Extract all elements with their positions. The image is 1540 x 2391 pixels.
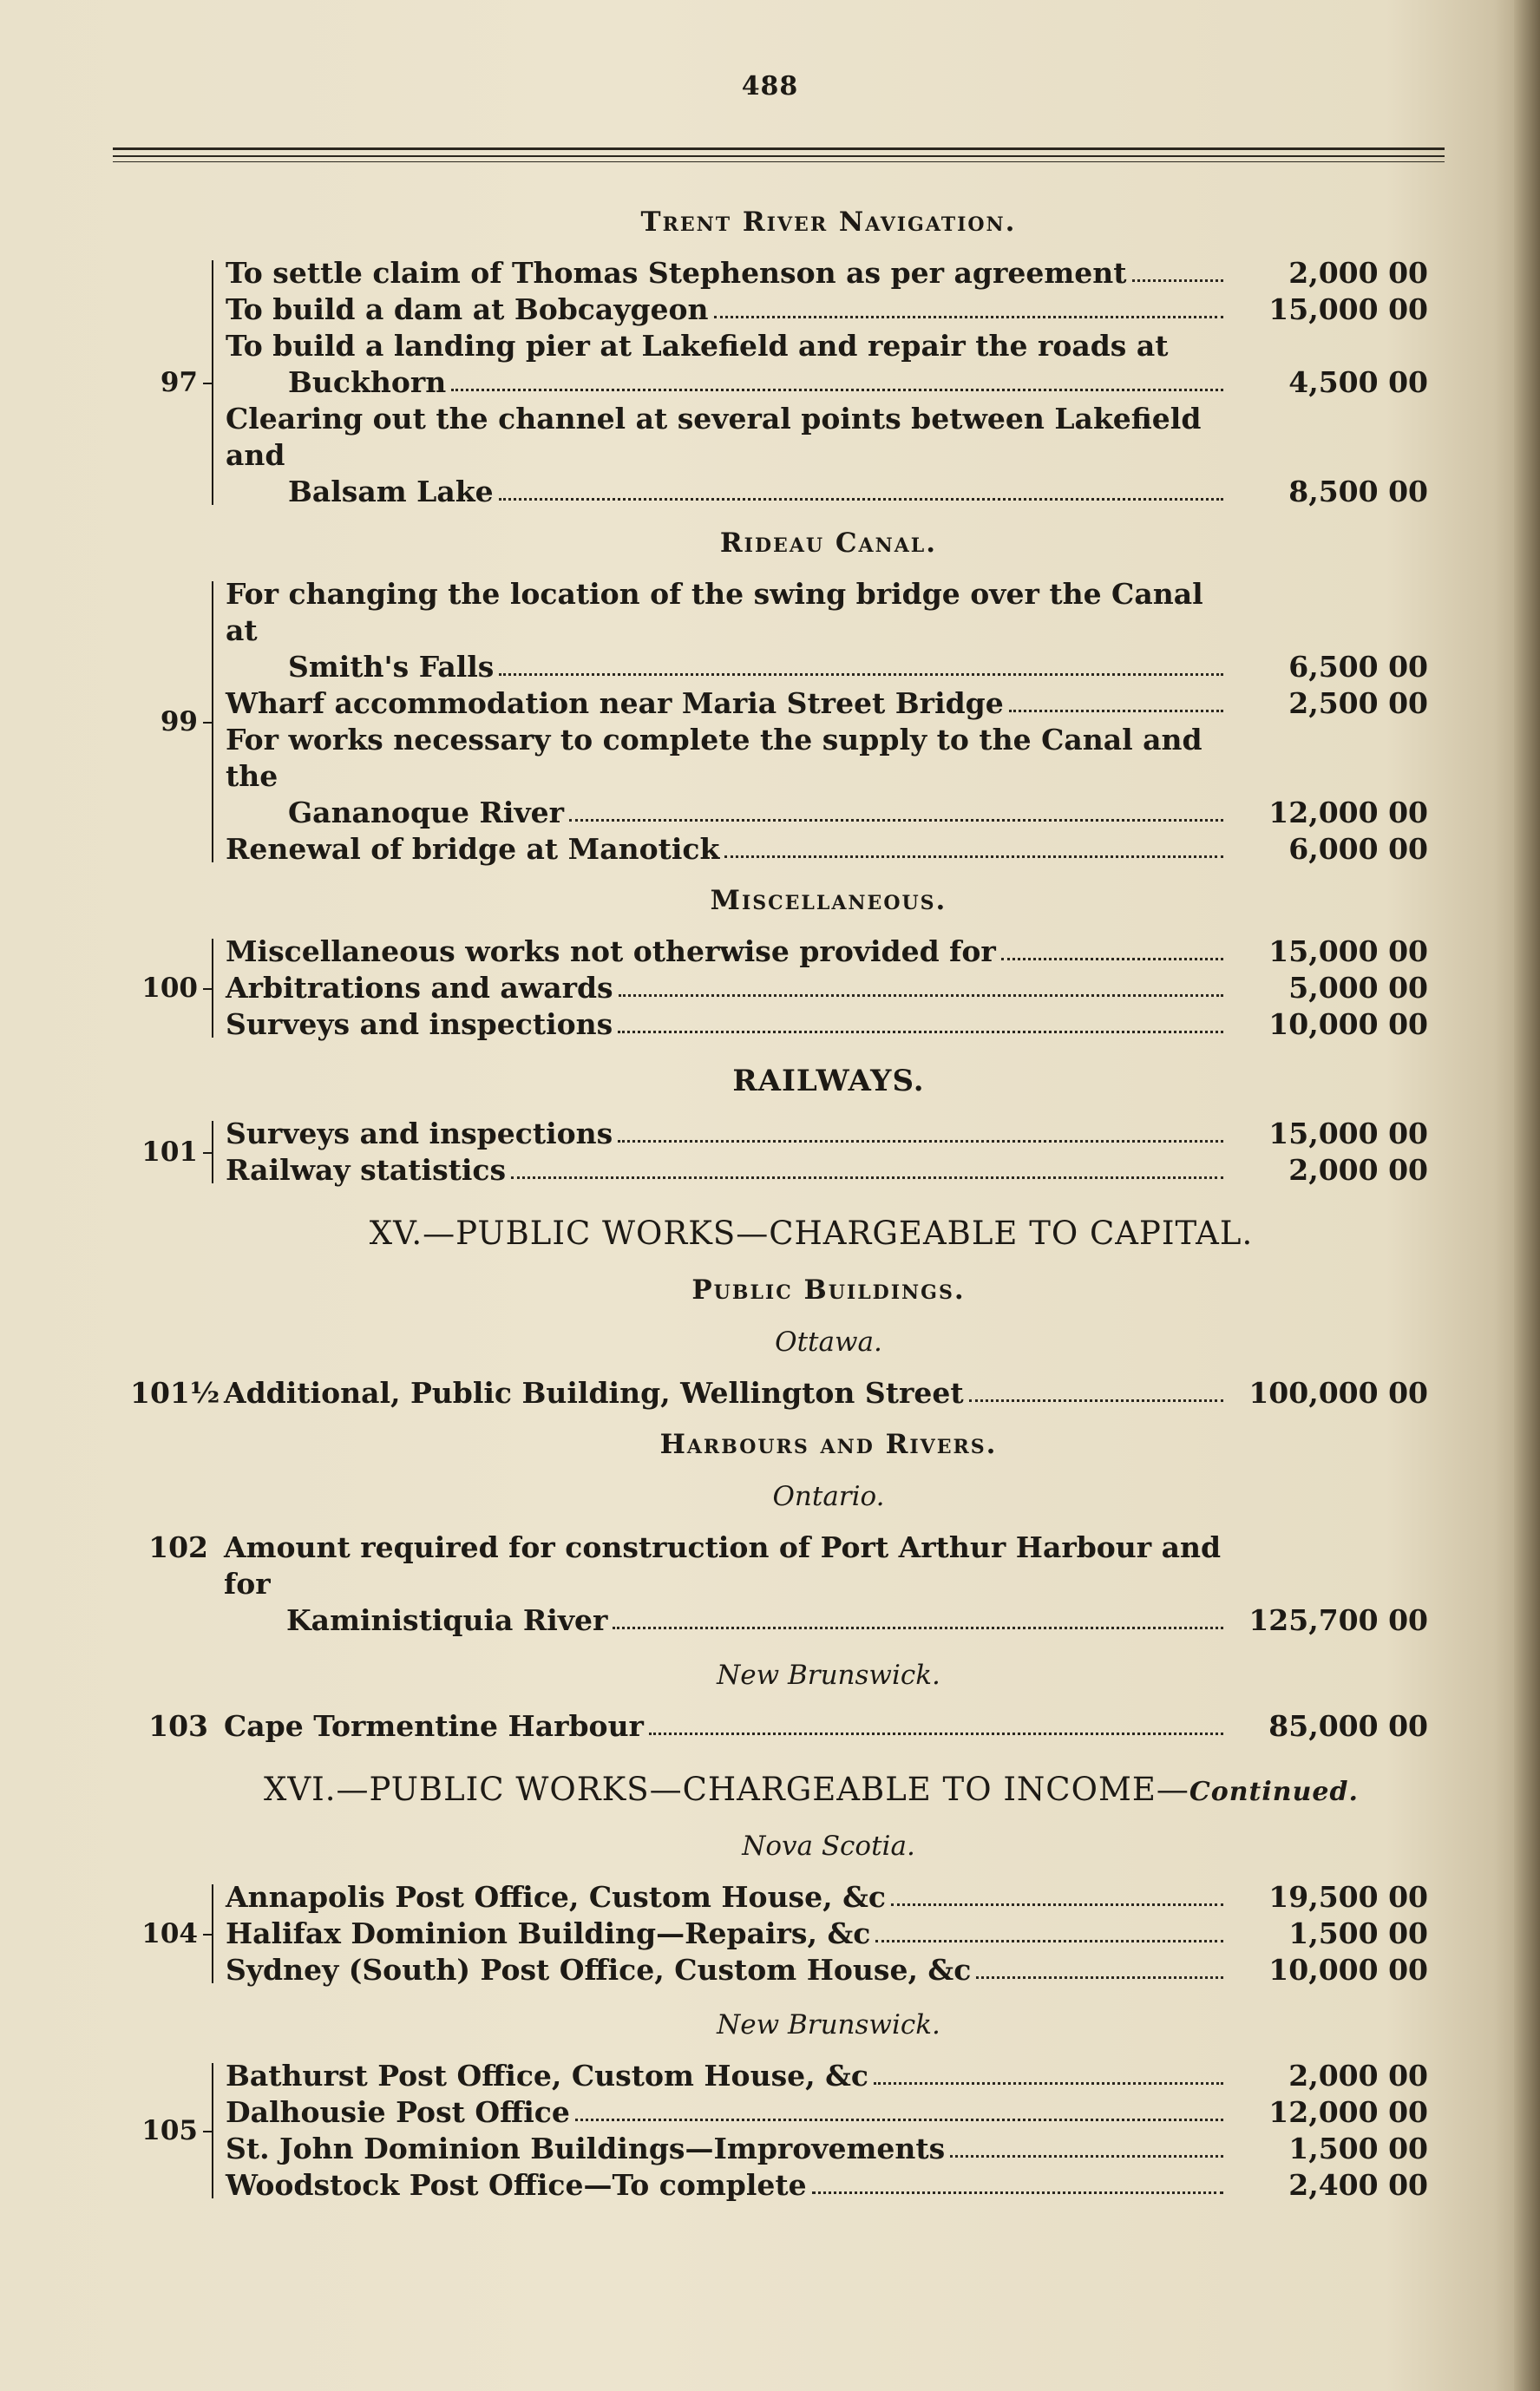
item-group-105 [130, 2058, 1449, 2204]
list-item [130, 1375, 1449, 1412]
item-text: Renewal of bridge at Manotick [226, 832, 720, 866]
item-text: Railway statistics [226, 1153, 507, 1187]
list-item [226, 722, 1449, 831]
item-text: To settle claim of Thomas Stephenson as per agreement [226, 256, 1127, 290]
item-group-97 [130, 255, 1449, 510]
item-amount: 2,000 00 [1288, 1153, 1428, 1187]
item-group-99 [130, 576, 1449, 868]
item-number: 103 [148, 1709, 208, 1743]
list-item [226, 970, 1449, 1006]
group-items [226, 933, 1449, 1043]
subheading-new-brunswick: New Brunswick. [717, 1660, 940, 1691]
group-number: 105 [141, 2115, 198, 2146]
list-item [130, 1708, 1449, 1745]
item-group-101 [130, 1116, 1449, 1189]
item-text: Surveys and inspections [226, 1117, 613, 1150]
subheading-new-brunswick-2: New Brunswick. [717, 2009, 940, 2041]
item-number: 101½ [130, 1376, 220, 1410]
list-item [226, 576, 1449, 685]
item-amount: 10,000 00 [1268, 1953, 1428, 1987]
header-rule [113, 147, 1445, 150]
group-items [226, 2058, 1449, 2204]
list-item [226, 1952, 1449, 1988]
list-item [226, 2094, 1449, 2131]
item-amount: 15,000 00 [1268, 934, 1428, 968]
item-text: Arbitrations and awards [226, 971, 613, 1005]
brace [203, 255, 220, 510]
heading-continued: Continued. [1189, 1777, 1359, 1807]
brace [203, 2058, 220, 2204]
item-text: For changing the location of the swing bridge over the Canal at [226, 577, 1203, 647]
subheading-public-buildings: Public Buildings. [691, 1274, 966, 1306]
list-item [226, 685, 1449, 722]
item-amount: 2,500 00 [1288, 686, 1428, 720]
subheading-ontario: Ontario. [772, 1481, 885, 1512]
subheading-nova-scotia: Nova Scotia. [742, 1831, 915, 1862]
subheading-harbours: Harbours and Rivers. [659, 1429, 998, 1460]
group-number: 104 [141, 1918, 198, 1949]
item-text: Halifax Dominion Building—Repairs, &c [226, 1916, 871, 1950]
item-amount: 10,000 00 [1268, 1007, 1428, 1041]
binding-edge [1514, 0, 1540, 2391]
group-items [226, 1879, 1449, 1988]
item-text: To build a dam at Bobcaygeon [226, 292, 709, 326]
list-item [226, 1916, 1449, 1952]
section-heading-misc: Miscellaneous. [710, 885, 947, 916]
group-number: 100 [141, 973, 198, 1004]
list-item [226, 401, 1449, 510]
header-rule [113, 161, 1445, 162]
item-amount: 12,000 00 [1268, 796, 1428, 829]
item-text: Dalhousie Post Office [226, 2095, 570, 2129]
item-text-cont: Buckhorn [288, 365, 447, 399]
page-content [130, 189, 1449, 2212]
section-heading-railways: RAILWAYS. [732, 1064, 925, 1098]
item-text: Amount required for construction of Port Arthur Harbour and for [224, 1530, 1222, 1601]
group-items [226, 576, 1449, 868]
group-items [226, 1116, 1449, 1189]
list-item [226, 328, 1449, 401]
item-amount: 12,000 00 [1268, 2095, 1428, 2129]
list-item [226, 2167, 1449, 2204]
item-text-cont: Balsam Lake [288, 475, 494, 508]
item-amount: 1,500 00 [1288, 2132, 1428, 2165]
item-text: Bathurst Post Office, Custom House, &c [226, 2059, 869, 2093]
item-amount: 8,500 00 [1288, 475, 1428, 508]
item-text-cont: Gananoque River [288, 796, 565, 829]
item-text: Wharf accommodation near Maria Street Bridge [226, 686, 1004, 720]
item-text: Surveys and inspections [226, 1007, 613, 1041]
list-item [226, 933, 1449, 970]
item-text: Clearing out the channel at several points between Lakefield and [226, 402, 1202, 472]
item-group-104 [130, 1879, 1449, 1988]
item-amount: 4,500 00 [1288, 365, 1428, 399]
list-item [226, 2131, 1449, 2167]
item-text: Miscellaneous works not otherwise provided for [226, 934, 996, 968]
item-text: For works necessary to complete the supply to the Canal and the [226, 723, 1203, 793]
brace [203, 933, 220, 1043]
list-item [226, 1879, 1449, 1916]
item-text: St. John Dominion Buildings—Improvements [226, 2132, 946, 2165]
group-items [226, 255, 1449, 510]
brace [203, 1116, 220, 1189]
heading-text: XVI.—PUBLIC WORKS—CHARGEABLE TO INCOME— [264, 1771, 1189, 1808]
list-item [226, 1006, 1449, 1043]
item-amount: 125,700 00 [1248, 1603, 1428, 1637]
list-item [226, 292, 1449, 328]
list-item [226, 831, 1449, 868]
item-amount: 6,500 00 [1288, 650, 1428, 684]
section-heading-trent: Trent River Navigation. [640, 206, 1017, 238]
section-heading-rideau: Rideau Canal. [719, 527, 938, 559]
item-amount: 2,400 00 [1288, 2168, 1428, 2202]
item-text: Additional, Public Building, Wellington Street [224, 1376, 964, 1410]
group-number: 101 [141, 1137, 198, 1168]
item-amount: 100,000 00 [1248, 1376, 1428, 1410]
item-text-cont: Smith's Falls [288, 650, 495, 684]
item-amount: 2,000 00 [1288, 256, 1428, 290]
list-item [226, 2058, 1449, 2094]
subheading-ottawa: Ottawa. [775, 1327, 882, 1358]
item-amount: 2,000 00 [1288, 2059, 1428, 2093]
brace [203, 1879, 220, 1988]
item-text: Annapolis Post Office, Custom House, &c [226, 1880, 886, 1914]
list-item [130, 1530, 1449, 1639]
section-heading-xvi [174, 1771, 1449, 1808]
group-number: 99 [160, 706, 198, 737]
item-text: Cape Tormentine Harbour [224, 1709, 644, 1743]
list-item [226, 1116, 1449, 1152]
list-item [226, 1152, 1449, 1189]
item-text: To build a landing pier at Lakefield and repair the roads at [226, 329, 1169, 363]
header-rule [113, 155, 1445, 157]
item-amount: 85,000 00 [1268, 1709, 1428, 1743]
item-amount: 5,000 00 [1288, 971, 1428, 1005]
item-amount: 1,500 00 [1288, 1916, 1428, 1950]
item-amount: 15,000 00 [1268, 292, 1428, 326]
item-text: Sydney (South) Post Office, Custom House, &c [226, 1953, 972, 1987]
brace [203, 576, 220, 868]
item-text: Woodstock Post Office—To complete [226, 2168, 807, 2202]
item-amount: 6,000 00 [1288, 832, 1428, 866]
item-amount: 15,000 00 [1268, 1117, 1428, 1150]
section-heading-xv: XV.—PUBLIC WORKS—CHARGEABLE TO CAPITAL. [369, 1215, 1254, 1252]
item-number: 102 [148, 1530, 208, 1564]
group-number: 97 [160, 367, 198, 398]
item-amount: 19,500 00 [1268, 1880, 1428, 1914]
page-number: 488 [741, 71, 799, 102]
item-text-cont: Kaministiquia River [286, 1603, 608, 1637]
list-item [226, 255, 1449, 292]
item-group-100 [130, 933, 1449, 1043]
